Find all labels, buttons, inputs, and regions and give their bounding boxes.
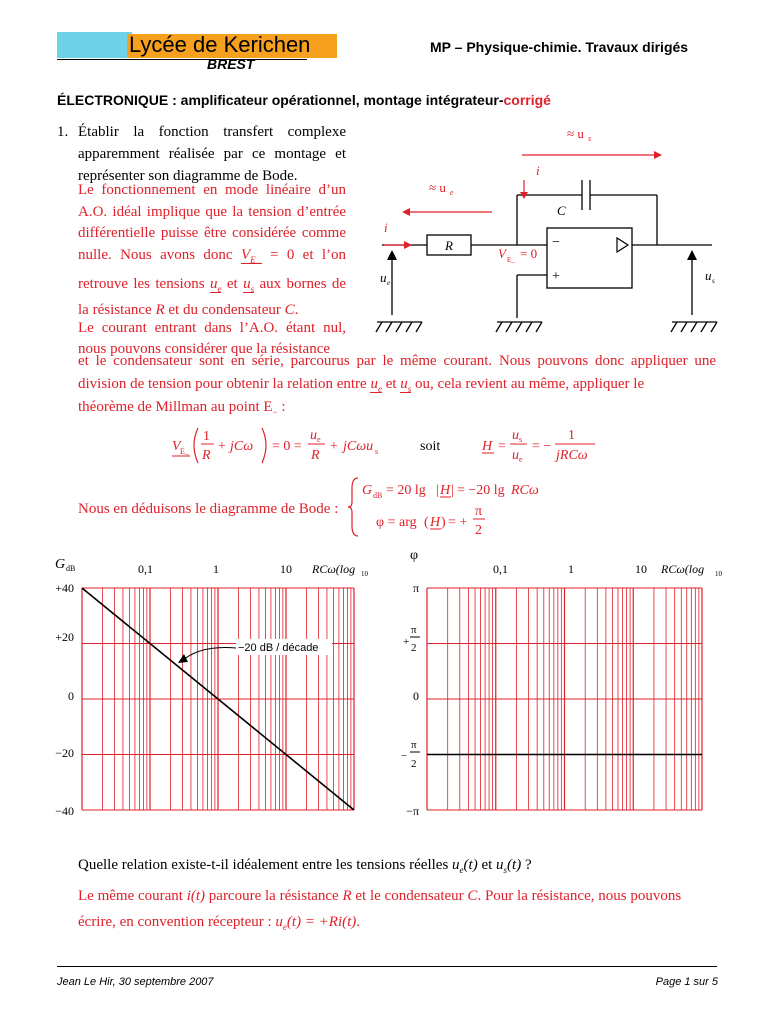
svg-text:+: +	[403, 636, 410, 648]
svg-text:e: e	[317, 435, 321, 444]
svg-text:s: s	[519, 435, 523, 444]
svg-text:= +: = +	[448, 515, 468, 530]
math-ohm: $u_e(t) = +Ri(t)$	[275, 914, 357, 932]
equation-bode	[348, 474, 578, 540]
label-minus: −	[552, 235, 560, 250]
svg-text:V: V	[172, 439, 181, 454]
footer-author: Jean Le Hir, 30 septembre 2007	[57, 976, 214, 988]
gain-xtick-0: 0,1	[138, 562, 153, 576]
q2-text-a: Quelle relation existe-t-il idéalement entre les tensions réelles	[78, 857, 449, 873]
label-plus: +	[552, 269, 560, 284]
svg-text:φ = arg: φ = arg	[376, 515, 417, 530]
math-r: R	[155, 302, 165, 319]
course-title: MP – Physique-chimie. Travaux dirigés	[430, 39, 689, 55]
svg-text:jRCω: jRCω	[556, 448, 588, 463]
svg-text:+: +	[218, 439, 226, 454]
label-soit: soit	[420, 439, 441, 454]
svg-text:u: u	[512, 428, 519, 443]
phase-bode-chart	[395, 545, 725, 820]
answer2-l1-a: Le même courant	[78, 888, 183, 904]
label-r: R	[445, 238, 453, 253]
svg-text:u: u	[512, 448, 519, 463]
logo-cyan-bar	[57, 32, 132, 58]
footer-page: Page 1 sur 5	[655, 976, 718, 988]
label-c: C	[557, 203, 566, 218]
answer-p3-c: ou, cela revient au même, appliquer le	[415, 376, 645, 392]
logo-underline	[57, 59, 307, 60]
q2-text-b: et	[481, 857, 493, 873]
label-ue: u	[380, 270, 387, 285]
svg-text:R: R	[311, 448, 320, 463]
svg-text:s: s	[375, 447, 379, 456]
answer-p1-d: aux bornes de la résistance	[78, 275, 347, 319]
phase-xtick-0: 0,1	[493, 562, 508, 576]
page-title	[57, 92, 551, 108]
svg-text:u: u	[310, 428, 317, 443]
phase-ytick-1	[403, 624, 420, 654]
gain-xtick-1: 1	[213, 562, 219, 576]
phase-ytick-2: 0	[413, 689, 419, 703]
math-ue: $u_e$	[209, 275, 222, 294]
label-ve-eq: = 0	[520, 246, 538, 261]
math-us-2: $u_s$	[400, 376, 412, 394]
svg-text:jCωu: jCωu	[343, 439, 374, 454]
title-suffix: corrigé	[503, 92, 551, 108]
gain-ytick-1: +20	[55, 630, 74, 644]
svg-text:e: e	[387, 279, 391, 287]
logo-subtitle: BREST	[207, 56, 255, 72]
answer-p1-b: et l’on retrouve les tensions	[78, 246, 346, 292]
svg-text:|: |	[451, 483, 454, 498]
svg-text:s: s	[712, 277, 715, 285]
gain-ytick-4: −40	[55, 804, 74, 818]
phase-ytick-3	[401, 739, 420, 770]
answer-p3-a: et le condensateur sont en série, parcourus par le même courant. Nous pouvons donc appliquer une division de tension pour obtenir la relation entre	[78, 353, 716, 392]
answer-p4-text: théorème de Millman au point E	[78, 399, 273, 415]
answer2-l2: écrire, en convention récepteur :	[78, 914, 272, 930]
footer-rule	[57, 966, 717, 967]
svg-text:2: 2	[475, 523, 482, 538]
svg-text:): )	[441, 515, 446, 530]
answer-p1-e: et du condensateur	[168, 302, 281, 319]
title-main: ÉLECTRONIQUE : amplificateur opérationnel, montage intégrateur-	[57, 92, 504, 108]
svg-text:π: π	[411, 624, 417, 636]
svg-text:π: π	[411, 739, 417, 751]
answer2-l1-b: parcoure la résistance	[208, 888, 339, 904]
label-approx-ue: ≈ u	[429, 180, 446, 195]
q2	[78, 854, 532, 881]
label-approx-us: ≈ u	[567, 126, 584, 141]
label-i-feedback: i	[536, 163, 540, 178]
math-ue-t: $u_e(t)$	[452, 857, 478, 875]
svg-text:e: e	[450, 188, 454, 197]
phase-xlabel: RCω(log	[661, 562, 705, 576]
svg-text:1: 1	[203, 429, 210, 444]
answer-p2: Le courant entrant dans l’A.O. étant nul, nous pouvons considérer que la résistance	[78, 320, 346, 357]
phase-ylabel: φ	[410, 548, 419, 563]
svg-text:s: s	[588, 134, 592, 143]
gain-xlabel: RCω(log	[312, 562, 356, 576]
label-us: u	[705, 268, 712, 283]
equation-millman	[170, 420, 610, 472]
math-us-t: $u_s(t)$	[496, 857, 522, 875]
svg-text:E_: E_	[507, 256, 515, 264]
svg-text:= −: = −	[532, 439, 552, 454]
math-us: $u_s$	[243, 275, 255, 294]
svg-text:H: H	[440, 483, 451, 498]
q2-text-c: ?	[524, 857, 532, 873]
answer-p3-b: et	[385, 376, 397, 392]
answer-p1: Le fonctionnement en mode linéaire d’un A.O. idéal implique que la tension d’entrée différentielle puisse être considérée comme nulle. Nous avons donc $V_{E_-} = 0$ et l’on retrouve les tensions $u_e$ et $u_s$ aux bornes de la résistance R et du condensateur C.	[78, 182, 347, 319]
phase-ytick-4: −π	[406, 804, 419, 818]
answer2-l1-d: . Pour la résistance, nous pouvons	[477, 888, 682, 904]
q1-number: 1.	[57, 124, 69, 140]
svg-text:+: +	[330, 439, 338, 454]
math-ve: $V_{E_-}$	[240, 246, 262, 268]
svg-text:|: |	[436, 483, 439, 498]
svg-text:1: 1	[568, 428, 575, 443]
label-ve: V	[498, 246, 506, 261]
gain-bode-chart	[50, 545, 370, 820]
logo	[57, 32, 337, 72]
svg-text:RCω: RCω	[511, 483, 539, 498]
svg-text:= 20 lg: = 20 lg	[386, 483, 426, 498]
gain-ylabel: G	[55, 557, 66, 572]
logo-title: Lycée de Kerichen	[129, 32, 311, 57]
math-c: C	[284, 302, 295, 319]
svg-text:H: H	[482, 439, 493, 454]
label-i-input: i	[384, 220, 388, 235]
math-i-t: i(t)	[186, 888, 206, 904]
math-ue-2: $u_e$	[370, 376, 382, 394]
svg-text:dB: dB	[373, 491, 383, 500]
circuit-diagram	[372, 120, 732, 340]
svg-text:H: H	[430, 515, 441, 530]
svg-text:E_: E_	[180, 447, 189, 456]
answer2-l1-c: et le condensateur	[355, 888, 464, 904]
gain-ytick-2: 0	[68, 689, 74, 703]
svg-text:2: 2	[411, 642, 417, 654]
answer2-line2: écrire, en convention récepteur : $u_e(t) = +Ri(t)$.	[78, 914, 361, 932]
svg-text:2: 2	[411, 758, 417, 770]
phase-xtick-1: 1	[568, 562, 574, 576]
svg-text:π: π	[475, 504, 483, 519]
gain-ytick-0: +40	[55, 581, 74, 595]
answer-p4: théorème de Millman au point $E_-$ :	[78, 399, 286, 417]
svg-text:(: (	[424, 515, 429, 530]
gain-annotation: −20 dB / décade	[238, 642, 319, 654]
gain-ylabel-sub: dB	[66, 564, 76, 573]
bode-intro: Nous en déduisons le diagramme de Bode :	[78, 501, 339, 517]
svg-text:−: −	[401, 750, 408, 762]
answer-p1-a: Le fonctionnement en mode linéaire d’un A.O. idéal implique que la tension d’entrée différentielle puisse être considérée comme nulle. Nous avons donc	[78, 182, 346, 263]
svg-text:e: e	[519, 455, 523, 464]
gain-ytick-3: −20	[55, 746, 74, 760]
phase-grid	[427, 588, 702, 810]
svg-text:R: R	[202, 448, 211, 463]
svg-text:= −20 lg: = −20 lg	[457, 483, 505, 498]
svg-text:=: =	[498, 439, 506, 454]
svg-text:G: G	[362, 483, 373, 498]
gain-xtick-2: 10	[280, 562, 292, 576]
svg-text:= 0 =: = 0 =	[272, 439, 302, 454]
answer2-line1: Le même courant i(t) parcoure la résistance R et le condensateur C. Pour la résistance, nous pouvons	[78, 888, 682, 904]
gain-xlabel-sub: 10	[361, 570, 368, 578]
answer-p1-c: et	[226, 275, 238, 292]
q1-text: Établir la fonction transfert complexe apparemment réalisée par ce montage et représenter son diagramme de Bode.	[78, 124, 346, 184]
phase-xtick-2: 10	[635, 562, 647, 576]
svg-text:jCω: jCω	[230, 439, 254, 454]
phase-ytick-0: π	[412, 581, 419, 595]
answer-p3	[78, 350, 716, 401]
phase-xlabel-sub: 10	[715, 570, 722, 578]
